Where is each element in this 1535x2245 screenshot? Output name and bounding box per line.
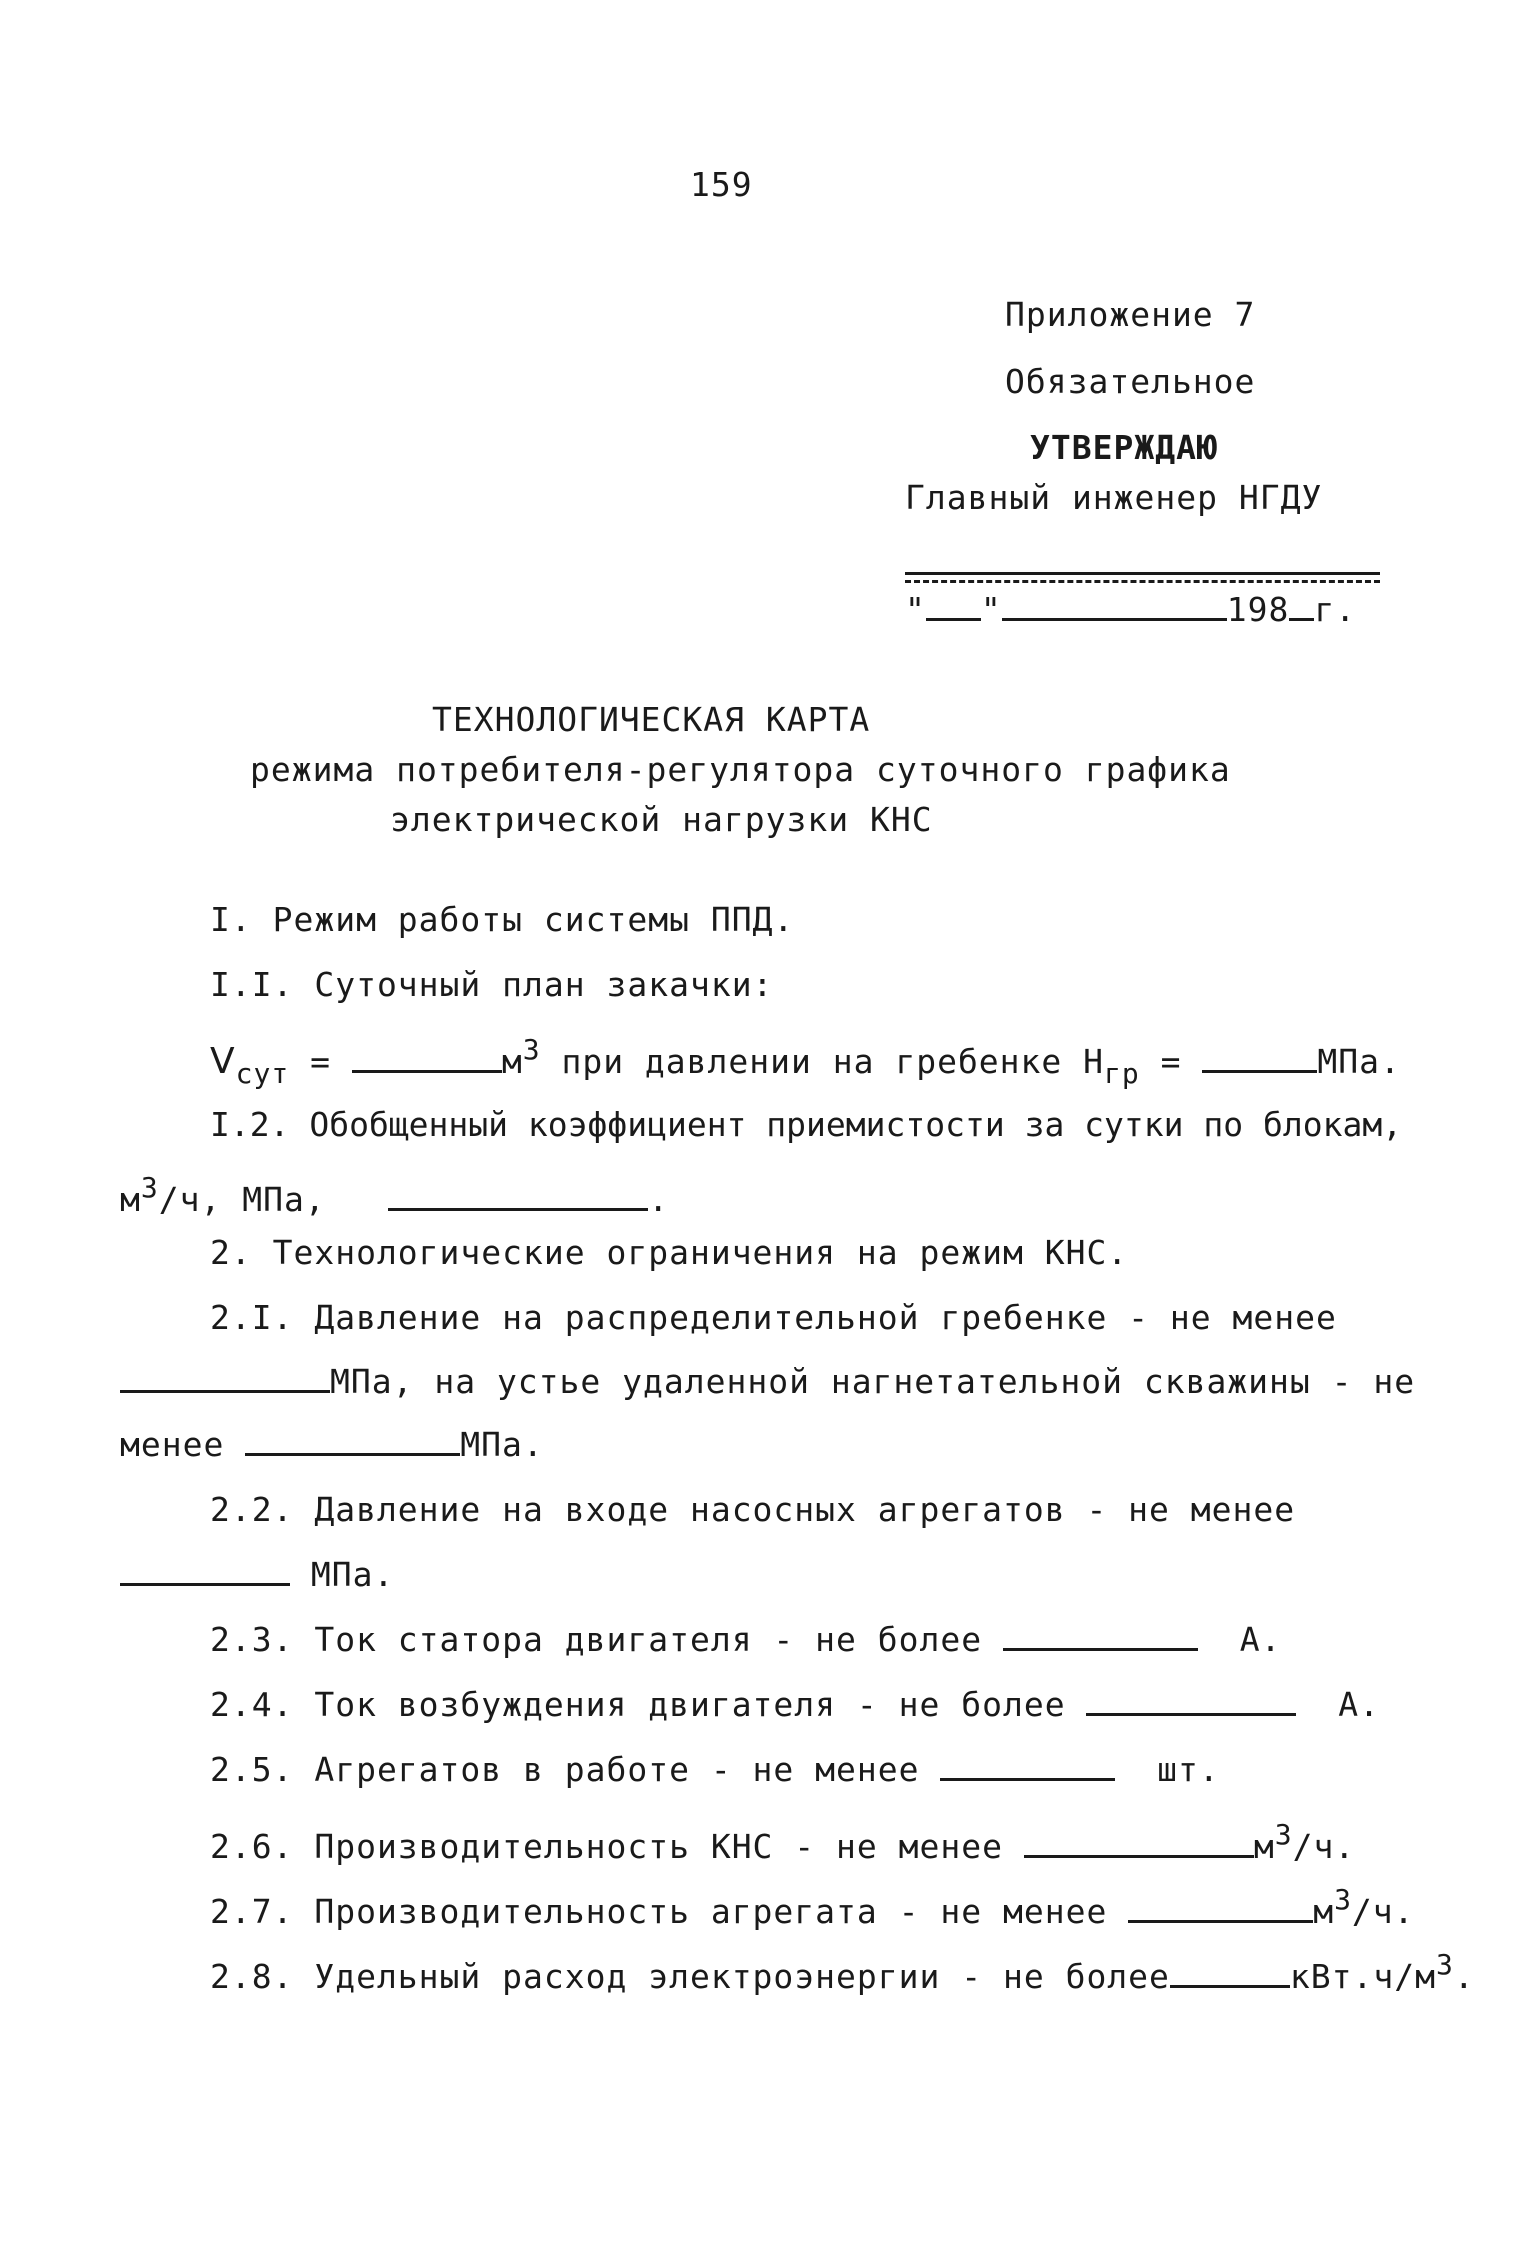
coefficient-unit-superscript: 3 [140, 1171, 159, 1204]
page-number: 159 [690, 165, 753, 204]
section-2-5 [210, 1750, 1220, 1790]
section-2-4 [210, 1685, 1380, 1725]
section-2-6 [210, 1815, 1355, 1867]
coefficient-unit-rest: /ч, МПа, [158, 1180, 326, 1219]
unit-capacity-blank [1128, 1892, 1313, 1923]
specific-energy-blank [1170, 1957, 1290, 1988]
title-line-2: режима потребителя-регулятора суточного графика [250, 750, 1231, 789]
date-year-blank [1289, 590, 1314, 621]
section-2-1-line-1: 2.I. Давление на распределительной гребенке - не менее [210, 1298, 1337, 1337]
section-2-8-superscript: 3 [1436, 1948, 1454, 1981]
date-quote-open: " [905, 590, 926, 629]
section-2-3 [210, 1620, 1281, 1660]
section-2-1-line-2 [120, 1362, 1415, 1402]
section-2-5-unit: шт. [1157, 1750, 1220, 1789]
stator-current-blank [1003, 1620, 1198, 1651]
signature-line-dashed [905, 580, 1380, 583]
wellhead-pressure-blank [245, 1425, 460, 1456]
volume-blank [352, 1042, 502, 1073]
volume-unit-superscript: 3 [522, 1033, 541, 1066]
section-2-8-unit: кВт.ч/м [1289, 1957, 1436, 1996]
volume-unit: м [501, 1042, 523, 1081]
section-2-7-unit: м [1313, 1892, 1335, 1931]
section-2-1-line-2-text: МПа, на устье удаленной нагнетательной скважины - не [330, 1362, 1416, 1401]
section-2-1-line-3 [120, 1425, 544, 1465]
manifold-pressure-blank [120, 1362, 330, 1393]
chief-engineer-label: Главный инженер НГДУ [905, 478, 1323, 517]
coefficient-blank [388, 1180, 648, 1211]
date-year: 198 [1226, 590, 1290, 629]
section-2-2-line-2 [120, 1555, 394, 1595]
section-2-8 [210, 1945, 1475, 1997]
section-2-2-unit: МПа. [310, 1555, 395, 1594]
approve-label: УТВЕРЖДАЮ [1030, 428, 1218, 467]
appendix-label: Приложение 7 [1005, 295, 1256, 334]
signature-line [905, 572, 1380, 575]
section-2-6-superscript: 3 [1274, 1818, 1293, 1851]
date-quote-close: " [980, 590, 1002, 629]
title-line-1: ТЕХНОЛОГИЧЕСКАЯ КАРТА [432, 700, 871, 739]
pressure-unit: МПа. [1317, 1042, 1401, 1081]
units-in-operation-blank [940, 1750, 1115, 1781]
section-2-7-superscript: 3 [1334, 1883, 1352, 1916]
section-2-5-text: 2.5. Агрегатов в работе - не менее [210, 1750, 920, 1789]
section-2-3-unit: А. [1239, 1620, 1282, 1659]
section-2-1-line-3-post: МПа. [460, 1425, 544, 1464]
coefficient-unit: м [120, 1180, 141, 1219]
section-2-6-unit-rest: /ч. [1292, 1827, 1356, 1866]
volume-equals: = [310, 1042, 331, 1081]
section-1: I. Режим работы системы ППД. [210, 900, 795, 939]
date-suffix: г. [1314, 590, 1357, 629]
date-month-blank [1002, 590, 1227, 621]
section-2-2-line-1: 2.2. Давление на входе насосных агрегатов - не менее [210, 1490, 1296, 1529]
title-line-3: электрической нагрузки КНС [390, 800, 933, 839]
station-capacity-blank [1024, 1827, 1254, 1858]
section-2-7-unit-rest: /ч. [1351, 1892, 1415, 1931]
section-2-8-text: 2.8. Удельный расход электроэнергии - не более [210, 1957, 1170, 1996]
section-2-1-line-3-pre: менее [120, 1425, 225, 1464]
section-1-1: I.I. Суточный план закачки: [210, 965, 774, 1004]
daily-volume-line [210, 1030, 1401, 1094]
coefficient-end: . [648, 1180, 670, 1219]
section-2-7-text: 2.7. Производительность агрегата - не менее [210, 1892, 1108, 1931]
volume-subscript: сут [235, 1057, 290, 1090]
section-1-2-line-1: I.2. Обобщенный коэффициент приемистости за сутки по блокам, [210, 1105, 1403, 1144]
pressure-text: при давлении на гребенке Н [561, 1042, 1105, 1081]
date-day-blank [926, 590, 981, 621]
section-2-6-text: 2.6. Производительность КНС - не менее [210, 1827, 1003, 1866]
section-2-6-unit: м [1253, 1827, 1275, 1866]
pressure-equals: = [1160, 1042, 1182, 1081]
pressure-blank [1202, 1042, 1317, 1073]
mandatory-label: Обязательное [1005, 362, 1256, 401]
excitation-current-blank [1086, 1685, 1296, 1716]
section-2-4-unit: А. [1338, 1685, 1380, 1724]
approval-date [905, 590, 1356, 630]
section-1-2-line-2 [120, 1168, 669, 1220]
section-2-7 [210, 1880, 1415, 1932]
pressure-subscript: гр [1104, 1057, 1140, 1090]
section-2-4-text: 2.4. Ток возбуждения двигателя - не более [210, 1685, 1066, 1724]
section-2: 2. Технологические ограничения на режим КНС. [210, 1233, 1129, 1272]
volume-symbol: V [210, 1041, 236, 1082]
section-2-8-unit-rest: . [1453, 1957, 1475, 1996]
section-2-3-text: 2.3. Ток статора двигателя - не более [210, 1620, 983, 1659]
inlet-pressure-blank [120, 1555, 290, 1586]
